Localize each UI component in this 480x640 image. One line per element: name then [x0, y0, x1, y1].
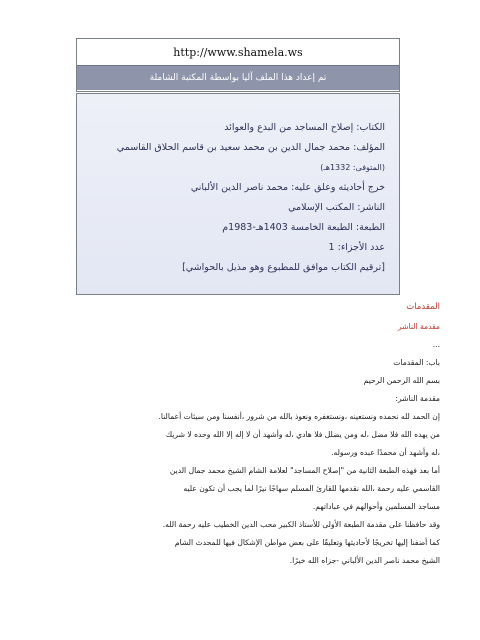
- author-death-year: (المتوفى: 1332هـ): [320, 163, 385, 172]
- paragraph-line: مساجد المسلمين وأحوالهم في عباداتهم.: [312, 502, 440, 511]
- shamela-url[interactable]: http://www.shamela.ws: [173, 45, 303, 59]
- paragraph-line: الشيخ محمد ناصر الدين الألباني -جزاه الله خيرًا.: [289, 556, 440, 565]
- paragraph-line: باب: المقدمات: [393, 358, 440, 367]
- book-hadith-verifier: خرج أحاديثه وعلق عليه: محمد ناصر الدين الألباني: [190, 182, 385, 193]
- ellipsis: ...: [432, 340, 440, 349]
- book-publisher: الناشر: المكتب الإسلامي: [288, 202, 385, 213]
- book-pagination-note: [ترقيم الكتاب موافق للمطبوع وهو مذيل بالحواشي]: [182, 262, 385, 273]
- paragraph-line: إن الحمد لله نحمده ونستعينه ،ونستغفره ونعوذ بالله من شرور ،أنفسنا ومن سيئات أعمالنا.: [158, 412, 440, 421]
- document-body: [18, 298, 440, 570]
- paragraph-line: مقدمة الناشر:: [395, 394, 440, 403]
- paragraph-line: بسم الله الرحمن الرحيم: [363, 376, 440, 385]
- paragraph-line: كما أضفنا إليها تخريجًا لأحاديثها وتعليقًا على بعض مواطن الإشكال فيها للمحدث الشام: [174, 538, 440, 547]
- section-heading-publisher-intro: مقدمة الناشر: [397, 322, 440, 331]
- paragraph-line: أما بعد فهذه الطبعة الثانية من "إصلاح المساجد" لعلامة الشام الشيخ محمد جمال الدين: [169, 466, 440, 475]
- book-edition: الطبعة: الطبعة الخامسة 1403هـ-1983م: [222, 222, 385, 233]
- generated-notice-band: تم إعداد هذا الملف آليا بواسطة المكتبة الشاملة: [77, 65, 399, 90]
- book-info-box: [76, 93, 400, 295]
- paragraph-line: من يهده الله فلا مضل ،له ومن يضلل فلا هادي ،له وأشهد أن لا إله إلا الله وحده لا شريك: [165, 430, 440, 439]
- paragraph-line: وقد حافظنا على مقدمة الطبعة الأولى للأستاذ الكبير محب الدين الخطيب عليه رحمة الله.: [162, 520, 440, 529]
- book-author: المؤلف: محمد جمال الدين بن محمد سعيد بن قاسم الحلاق القاسمي: [116, 142, 385, 153]
- book-volume-count: عدد الأجزاء: 1: [328, 242, 385, 253]
- paragraph-line: القاسمي عليه رحمة ،الله نقدمها للقارئ المسلم سهاجًا نيرًا لما يجب أن تكون عليه: [183, 484, 440, 493]
- book-title: الكتاب: إصلاح المساجد من البدع والعوائد: [224, 122, 385, 133]
- section-heading-introductions: المقدمات: [406, 302, 440, 312]
- paragraph-line: ،له وأشهد أن محمدًا عبده ورسوله.: [331, 448, 440, 457]
- shamela-header-box: [76, 38, 400, 92]
